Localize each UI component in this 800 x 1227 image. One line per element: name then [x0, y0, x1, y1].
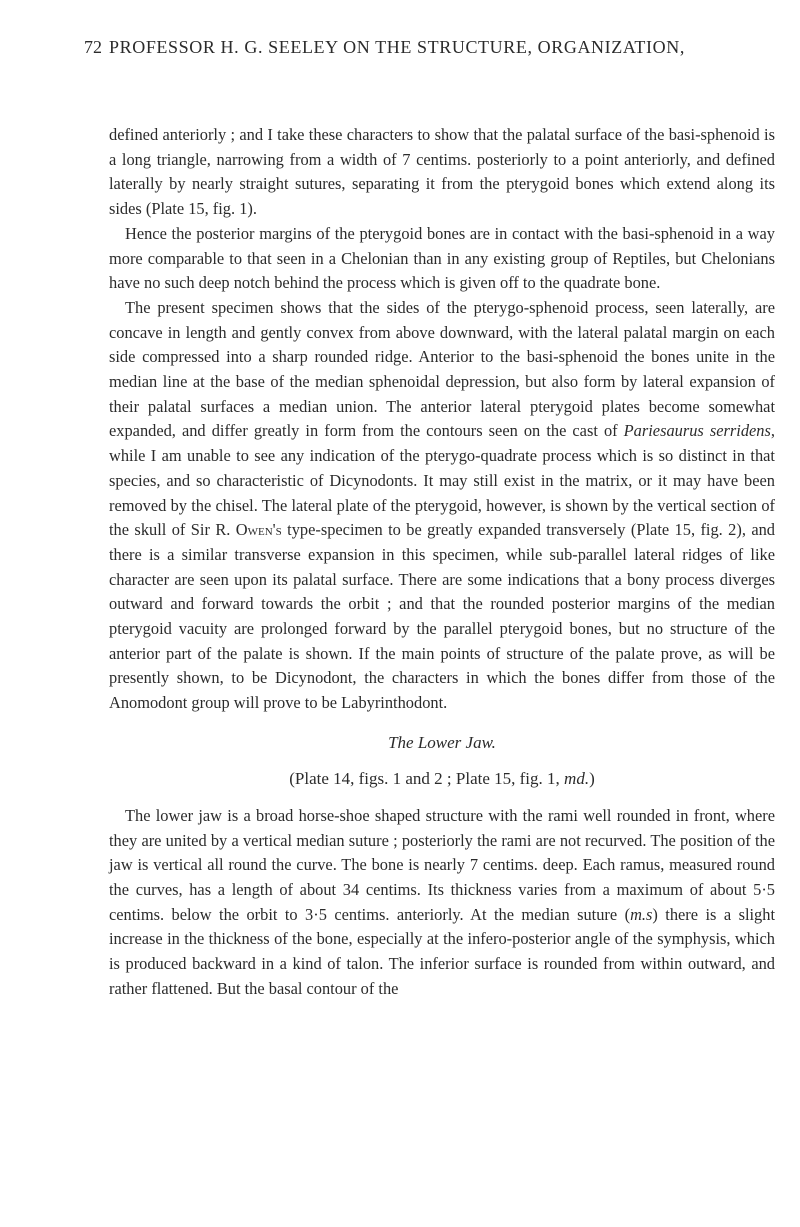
paragraph-lower-jaw — [109, 804, 775, 1002]
suture-abbrev: m.s — [630, 904, 653, 924]
paragraph-text: ) there is a slight increase in the thickness of the bone, especially at the infero-posterior angle of the symphysis, which is produced backward in a kind of talon. The inferior surface is rounded from within outward, and rather flattened. But the basal contour of the — [109, 904, 775, 998]
book-page — [0, 37, 800, 1227]
paragraph-basi-sphenoid: defined anteriorly ; and I take these characters to show that the palatal surface of the basi-sphenoid is a long triangle, narrowing from a width of 7 centims. posteriorly to a point anteriorly, and defined laterally by nearly straight sutures, separating it from the pterygoid bones which extend along its sides (Plate 15, fig. 1). — [109, 125, 775, 219]
paragraph-pterygoid-margins: Hence the posterior margins of the pterygoid bones are in contact with the basi-sphenoid in a way more comparable to that seen in a Chelonian than in any existing group of Reptiles, but Chelonians have no such deep notch behind the process which is given off to the quadrate bone. — [109, 223, 775, 293]
paragraph-pterygo-sphenoid — [109, 296, 775, 716]
page-header — [84, 37, 775, 77]
paragraph-text: type-specimen to be greatly expanded transversely (Plate 15, fig. 2), and there is a similar transverse expansion in this specimen, while sub-parallel lateral ridges of like character are seen upon its palatal surface. There are some indications that a bony process diverges outward and forward towards the orbit ; and that the rounded posterior margins of the median pterygoid vacuity are prolonged forward by the parallel pterygoid bones, but no structure of the anterior part of the palate is shown. If the main points of structure of the palate prove, as will be presently shown, to be Dicynodont, the characters in which the bones differ from those of the Anomodont group will prove to be Labyrinthodont. — [109, 520, 776, 713]
running-head: PROFESSOR H. G. SEELEY ON THE STRUCTURE, ORGANIZATION, — [109, 37, 685, 57]
paragraph-text: , while I am unable to see any indication of the pterygo-quadrate process which is so distinct in that species, and so characteristic of Dicynodonts. It may still exist in the matrix, or it may have been removed by the chisel. The lateral plate of the pterygoid, however, is shown by the vertical section of the skull of Sir R. — [109, 421, 775, 540]
section-plate-reference — [109, 769, 775, 789]
paragraph-text: The present specimen shows that the sides of the pterygo-sphenoid process, seen laterally, are concave in length and gently convex from above downward, with the lateral palatal margin on each side compressed into a sharp rounded ridge. Anterior to the basi-sphenoid the bones unite in the median line at the base of the median sphenoidal depression, but also form by lateral expansion of their palatal surfaces a median union. The anterior lateral pterygoid plates become somewhat expanded, and differ greatly in form from the contours seen on the cast of — [109, 297, 775, 441]
paragraph-text: The lower jaw is a broad horse-shoe shaped structure with the rami well rounded in front, where they are united by a vertical median suture ; posteriorly the rami are not recurved. The position of the jaw is vertical all round the curve. The bone is nearly 7 centims. deep. Each ramus, measured round the curves, has a length of about 34 centims. Its thickness varies from a maximum of about 5·5 centims. below the orbit to 3·5 centims. anteriorly. At the median suture ( — [109, 805, 775, 924]
author-name: Owen's — [235, 520, 282, 540]
plate-reference-abbrev: md. — [564, 768, 590, 788]
section-title: The Lower Jaw. — [388, 732, 496, 752]
species-name: Pariesaurus serridens — [623, 421, 771, 441]
plate-reference-text: (Plate 14, figs. 1 and 2 ; Plate 15, fig. 1, — [289, 768, 565, 788]
page-number: 72 — [84, 37, 102, 57]
plate-reference-close: ) — [589, 768, 595, 788]
